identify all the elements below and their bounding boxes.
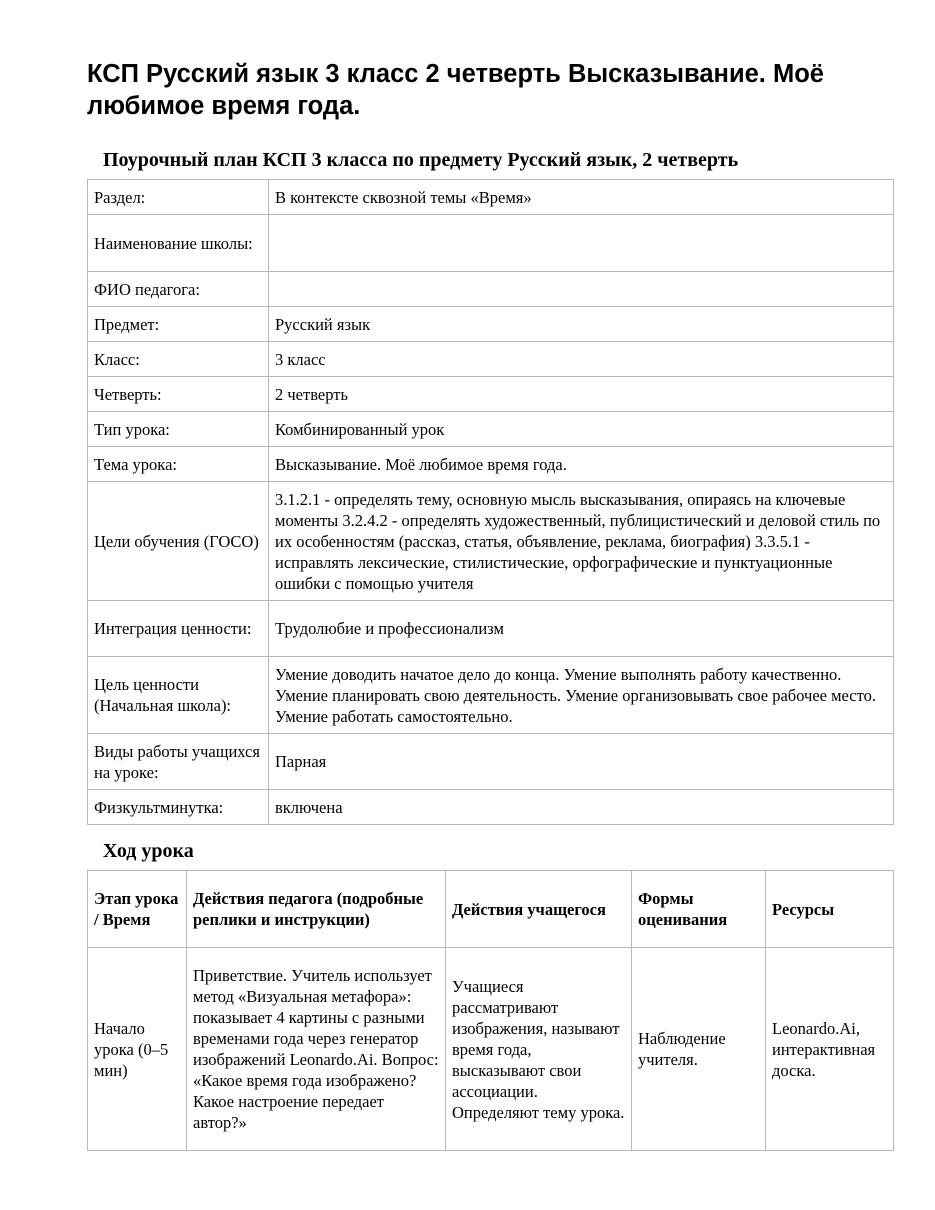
row-label: Тема урока: [88,447,269,482]
lesson-plan-table [87,179,894,825]
row-label: Класс: [88,342,269,377]
table-row [88,272,894,307]
row-label: Тип урока: [88,412,269,447]
table-row [88,307,894,342]
row-label: Интеграция ценности: [88,601,269,657]
row-label: Физкультминутка: [88,790,269,825]
column-header-assessment: Формы оценивания [632,871,766,948]
row-label: Виды работы учащихся на уроке: [88,734,269,790]
column-header-stage: Этап урока / Время [88,871,187,948]
table-row [88,948,894,1151]
row-value: 2 четверть [269,377,894,412]
plan-heading: Поурочный план КСП 3 класса по предмету Русский язык, 2 четверть [103,149,739,171]
row-value: Высказывание. Моё любимое время года. [269,447,894,482]
row-label: Раздел: [88,180,269,215]
row-label: Цель ценности (Начальная школа): [88,657,269,734]
table-row [88,790,894,825]
row-value: включена [269,790,894,825]
row-value: 3.1.2.1 - определять тему, основную мысль высказывания, опираясь на ключевые моменты 3.2.4.2 - определять художественный, публицистический и деловой стиль по их особенностям (рассказ, статья, объявление, реклама, биография) 3.3.5.1 - исправлять лексические, стилистические, орфографические и пунктуационные ошибки с помощью учителя [269,482,894,601]
stage-cell: Начало урока (0–5 мин) [88,948,187,1151]
student-actions-cell: Учащиеся рассматривают изображения, называют время года, высказывают свои ассоциации. Определяют тему урока. [446,948,632,1151]
table-header-row [88,871,894,948]
row-value: Парная [269,734,894,790]
teacher-actions-cell: Приветствие. Учитель использует метод «Визуальная метафора»: показывает 4 картины с разными временами года через генератор изображений Leonardo.Ai. Вопрос: «Какое время года изображено? Какое настроение передает автор?» [187,948,446,1151]
resources-cell: Leonardo.Ai, интерактивная доска. [766,948,894,1151]
row-value [269,215,894,272]
table-row [88,657,894,734]
column-header-teacher-actions: Действия педагога (подробные реплики и инструкции) [187,871,446,948]
page-title: КСП Русский язык 3 класс 2 четверть Высказывание. Моё любимое время года. [87,60,824,120]
assessment-cell: Наблюдение учителя. [632,948,766,1151]
table-row [88,180,894,215]
row-label: Наименование школы: [88,215,269,272]
row-value: Комбинированный урок [269,412,894,447]
table-row [88,447,894,482]
table-row [88,412,894,447]
column-header-resources: Ресурсы [766,871,894,948]
row-value: Русский язык [269,307,894,342]
row-value: Умение доводить начатое дело до конца. Умение выполнять работу качественно. Умение планировать свою деятельность. Умение организовывать свое рабочее место. Умение работать самостоятельно. [269,657,894,734]
row-label: Цели обучения (ГОСО) [88,482,269,601]
table-row [88,215,894,272]
row-label: Предмет: [88,307,269,342]
table-row [88,342,894,377]
table-row [88,601,894,657]
row-label: Четверть: [88,377,269,412]
table-row [88,734,894,790]
row-value: В контексте сквозной темы «Время» [269,180,894,215]
row-value: 3 класс [269,342,894,377]
table-row [88,482,894,601]
lesson-progress-heading: Ход урока [103,840,194,862]
row-label: ФИО педагога: [88,272,269,307]
lesson-progress-table [87,870,894,1151]
column-header-student-actions: Действия учащегося [446,871,632,948]
row-value: Трудолюбие и профессионализм [269,601,894,657]
table-row [88,377,894,412]
row-value [269,272,894,307]
